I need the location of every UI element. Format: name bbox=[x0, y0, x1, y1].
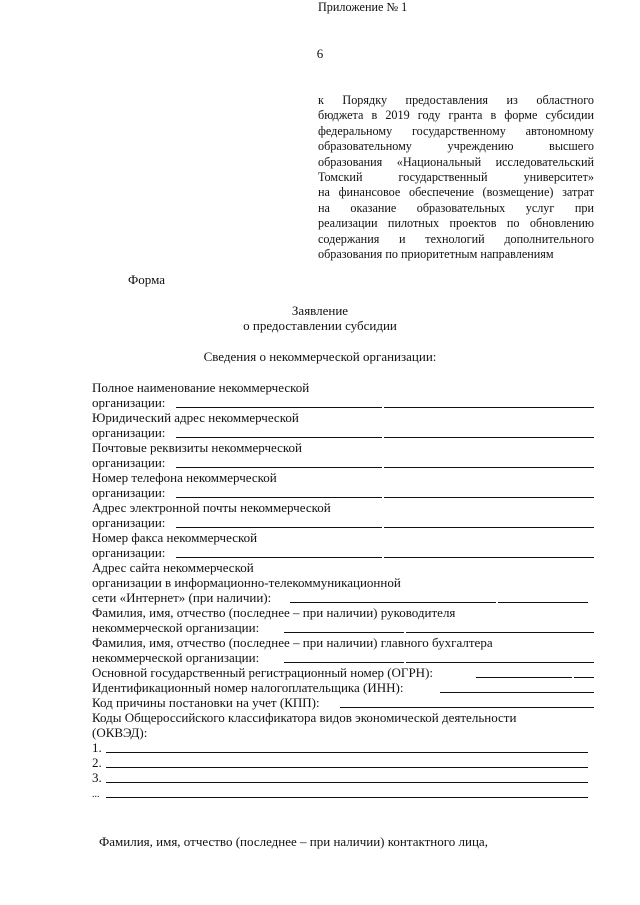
accountant-blank-2[interactable] bbox=[406, 662, 594, 663]
fax-blank-2[interactable] bbox=[384, 557, 594, 558]
field-label: организации: bbox=[92, 515, 166, 530]
postal-blank-1[interactable] bbox=[176, 467, 382, 468]
field-label: некоммерческой организации: bbox=[92, 650, 260, 665]
page-number: 6 bbox=[316, 46, 324, 61]
okved-blank-more[interactable] bbox=[106, 797, 588, 798]
appendix-line: реализации пилотных проектов по обновлению bbox=[318, 216, 594, 231]
fax-blank-1[interactable] bbox=[176, 557, 382, 558]
appendix-line: федеральному государственному автономному bbox=[318, 123, 594, 138]
email-blank-1[interactable] bbox=[176, 527, 382, 528]
field-label: организации в информационно-телекоммуникационной bbox=[92, 575, 401, 590]
field-label: Адрес электронной почты некоммерческой bbox=[92, 500, 331, 515]
okved-item-number: 3. bbox=[92, 770, 102, 785]
appendix-line: на оказание образовательных услуг при bbox=[318, 200, 594, 215]
legal-address-blank-1[interactable] bbox=[176, 437, 382, 438]
field-label: Код причины постановки на учет (КПП): bbox=[92, 695, 320, 710]
section-heading: Сведения о некоммерческой организации: bbox=[203, 349, 437, 364]
field-label: Фамилия, имя, отчество (последнее – при наличии) главного бухгалтера bbox=[92, 635, 493, 650]
legal-address-blank-2[interactable] bbox=[384, 437, 594, 438]
appendix-text bbox=[318, 93, 594, 262]
field-label: организации: bbox=[92, 485, 166, 500]
appendix-line: содержания и технологий дополнительного bbox=[318, 231, 594, 246]
kpp-blank[interactable] bbox=[340, 707, 594, 708]
inn-blank[interactable] bbox=[440, 692, 594, 693]
director-blank-2[interactable] bbox=[406, 632, 594, 633]
field-label: Основной государственный регистрационный номер (ОГРН): bbox=[92, 665, 434, 680]
document-title: Заявление bbox=[291, 303, 349, 318]
field-label: сети «Интернет» (при наличии): bbox=[92, 590, 272, 605]
field-label: организации: bbox=[92, 455, 166, 470]
appendix-line: образования «Национальный исследовательский bbox=[318, 154, 594, 169]
phone-blank-2[interactable] bbox=[384, 497, 594, 498]
field-label: Адрес сайта некоммерческой bbox=[92, 560, 254, 575]
accountant-blank-1[interactable] bbox=[284, 662, 404, 663]
field-label: Почтовые реквизиты некоммерческой bbox=[92, 440, 302, 455]
field-label: организации: bbox=[92, 395, 166, 410]
postal-blank-2[interactable] bbox=[384, 467, 594, 468]
document-subtitle: о предоставлении субсидии bbox=[243, 318, 397, 333]
appendix-line: на финансовое обеспечение (возмещение) затрат bbox=[318, 185, 594, 200]
field-label: организации: bbox=[92, 425, 166, 440]
appendix-line: Томский государственный университет» bbox=[318, 170, 594, 185]
ogrn-blank[interactable] bbox=[476, 677, 572, 678]
full-name-blank-2[interactable] bbox=[384, 407, 594, 408]
okved-blank-1[interactable] bbox=[106, 752, 588, 753]
ogrn-blank-2[interactable] bbox=[574, 677, 594, 678]
organization-fields bbox=[92, 380, 594, 800]
okved-blank-3[interactable] bbox=[106, 782, 588, 783]
field-label: Юридический адрес некоммерческой bbox=[92, 410, 299, 425]
okved-blank-2[interactable] bbox=[106, 767, 588, 768]
okved-item-number: 2. bbox=[92, 755, 102, 770]
appendix-line: образовательному учреждению высшего bbox=[318, 139, 594, 154]
field-label: (ОКВЭД): bbox=[92, 725, 148, 740]
field-label: организации: bbox=[92, 545, 166, 560]
appendix-line: образования по приоритетным направлениям bbox=[318, 247, 554, 262]
contact-person-label: Фамилия, имя, отчество (последнее – при наличии) контактного лица, bbox=[99, 834, 488, 849]
phone-blank-1[interactable] bbox=[176, 497, 382, 498]
okved-item-number: 1. bbox=[92, 740, 102, 755]
field-label: некоммерческой организации: bbox=[92, 620, 260, 635]
field-label: Номер факса некоммерческой bbox=[92, 530, 258, 545]
appendix-line: бюджета в 2019 году гранта в форме субсидии bbox=[318, 108, 594, 123]
full-name-blank-1[interactable] bbox=[176, 407, 382, 408]
appendix-line: к Порядку предоставления из областного bbox=[318, 93, 594, 107]
website-blank-2[interactable] bbox=[498, 602, 588, 603]
website-blank-1[interactable] bbox=[290, 602, 496, 603]
okved-item-number: ... bbox=[92, 789, 100, 800]
field-label: Фамилия, имя, отчество (последнее – при наличии) руководителя bbox=[92, 605, 456, 620]
field-label: Идентификационный номер налогоплательщика (ИНН): bbox=[92, 680, 404, 695]
director-blank-1[interactable] bbox=[284, 632, 404, 633]
form-label: Форма bbox=[128, 272, 165, 287]
field-label: Номер телефона некоммерческой bbox=[92, 470, 277, 485]
field-label: Полное наименование некоммерческой bbox=[92, 380, 310, 395]
email-blank-2[interactable] bbox=[384, 527, 594, 528]
appendix-title: Приложение № 1 bbox=[318, 0, 408, 14]
field-label: Коды Общероссийского классификатора видов экономической деятельности bbox=[92, 710, 517, 725]
